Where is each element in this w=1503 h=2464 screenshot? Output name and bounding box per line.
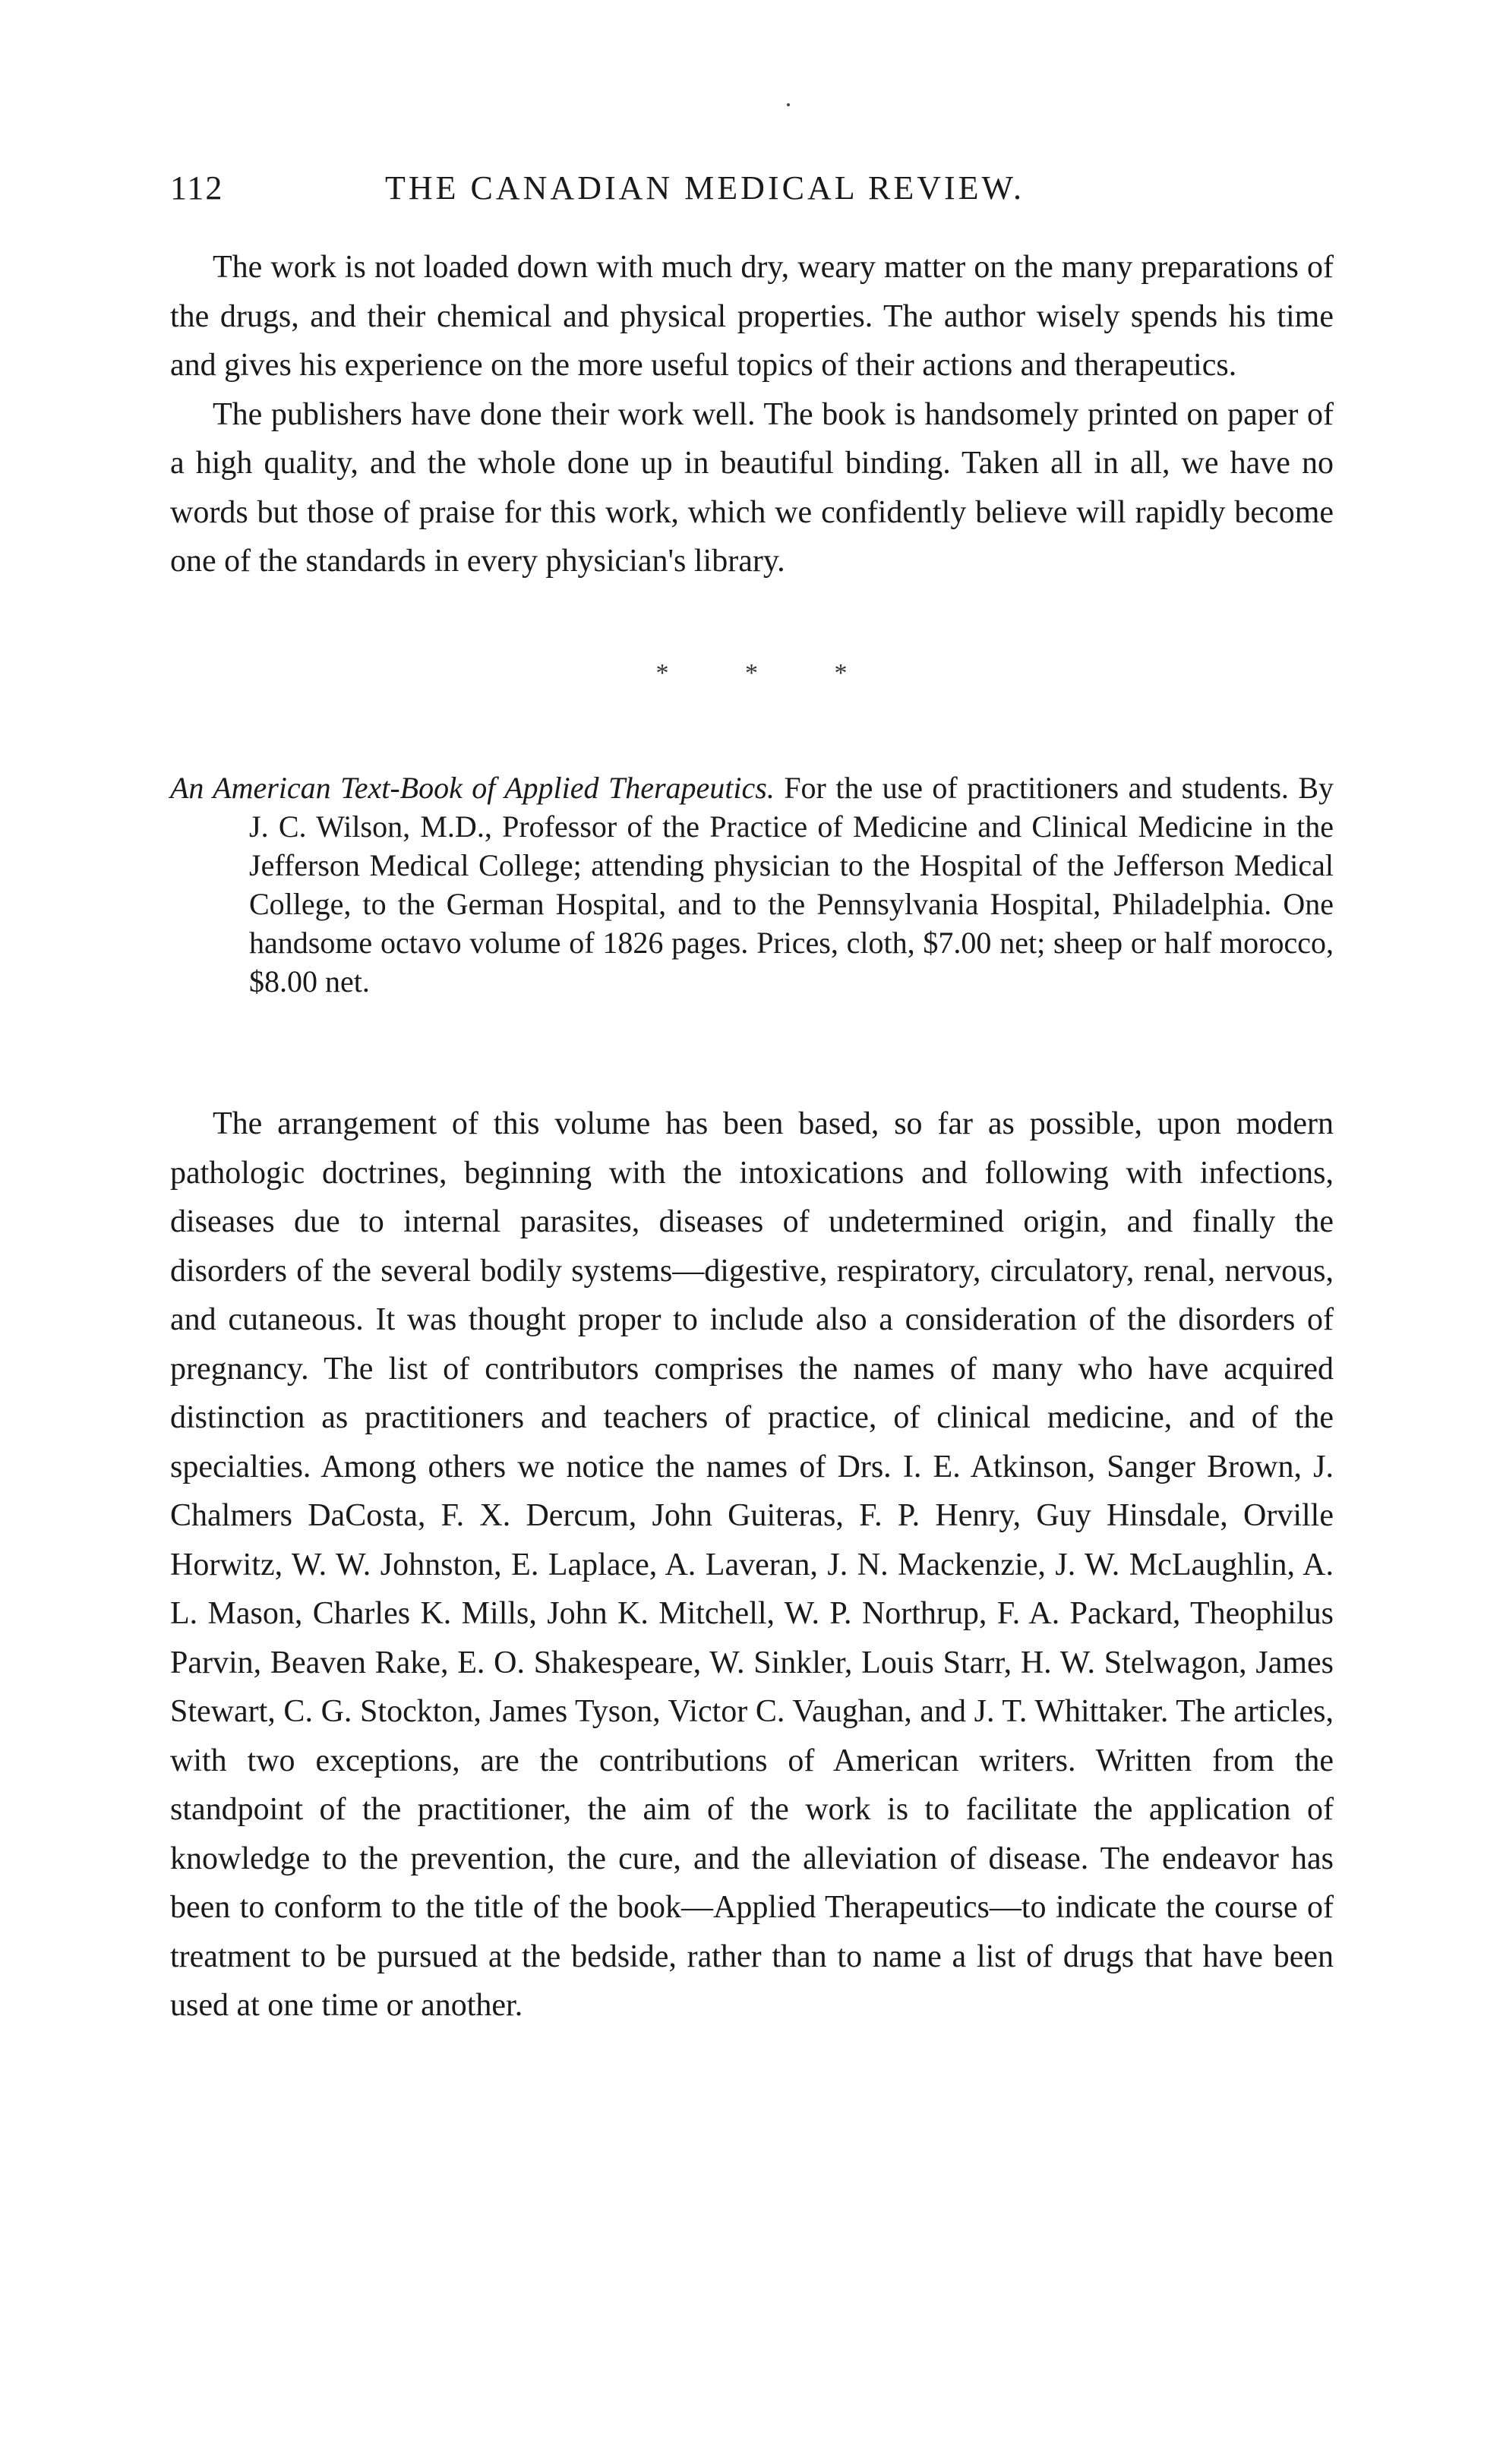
running-title: THE CANADIAN MEDICAL REVIEW. — [385, 169, 1025, 207]
previous-review-conclusion — [170, 243, 1334, 586]
page-number: 112 — [170, 169, 224, 207]
book-title: An American Text-Book of Applied Therapeutics. — [170, 771, 775, 805]
citation-details: For the use of practitioners and students. By J. C. Wilson, M.D., Professor of the Practice of Medicine and Clinical Medicine in the Jefferson Medical College; attending physician to the Hospital of the Jefferson Medical College, to the German Hospital, and to the Pennsylvania Hospital, Philadelphia. One handsome octavo volume of 1826 pages. Prices, cloth, $7.00 net; sheep or half morocco, $8.00 net. — [249, 771, 1334, 999]
paragraph: The publishers have done their work well. The book is handsomely printed on paper of a high quality, and the whole done up in beautiful binding. Taken all in all, we have no words but those of praise for this work, which we confidently believe will rapidly become one of the standards in every physician's library. — [170, 396, 1334, 579]
book-review — [170, 1099, 1334, 2030]
citation-entry — [170, 768, 1334, 1001]
print-speck — [787, 103, 790, 106]
book-citation — [170, 768, 1334, 1001]
page-header — [170, 169, 1334, 214]
paragraph: The work is not loaded down with much dry, weary matter on the many preparations of the drugs, and their chemical and physical properties. The author wisely spends his time and gives his experience on the more useful topics of their actions and therapeutics. — [170, 250, 1334, 383]
section-separator: * * * — [655, 659, 883, 687]
paragraph: The arrangement of this volume has been based, so far as possible, upon modern pathologic doctrines, beginning with the intoxications and following with infections, diseases due to internal parasites, diseases of undetermined origin, and finally the disorders of the several bodily systems—digestive, respiratory, circulatory, renal, nervous, and cutaneous. It was thought proper to include also a consideration of the disorders of pregnancy. The list of contributors comprises the names of many who have acquired distinction as practitioners and teachers of practice, of clinical medicine, and of the specialties. Among others we notice the names of Drs. I. E. Atkinson, Sanger Brown, J. Chalmers DaCosta, F. X. Dercum, John Guiteras, F. P. Henry, Guy Hinsdale, Orville Horwitz, W. W. Johnston, E. Laplace, A. Laveran, J. N. Mackenzie, J. W. McLaughlin, A. L. Mason, Charles K. Mills, John K. Mitchell, W. P. Northrup, F. A. Packard, Theophilus Parvin, Beaven Rake, E. O. Shakespeare, W. Sinkler, Louis Starr, H. W. Stelwagon, James Stewart, C. G. Stockton, James Tyson, Victor C. Vaughan, and J. T. Whittaker. The articles, with two exceptions, are the contributions of American writers. Written from the standpoint of the practitioner, the aim of the work is to facilitate the application of knowledge to the prevention, the cure, and the alleviation of disease. The endeavor has been to conform to the title of the book—Applied Therapeutics—to indicate the course of treatment to be pursued at the bedside, rather than to name a list of drugs that have been used at one time or another. — [170, 1106, 1334, 2023]
